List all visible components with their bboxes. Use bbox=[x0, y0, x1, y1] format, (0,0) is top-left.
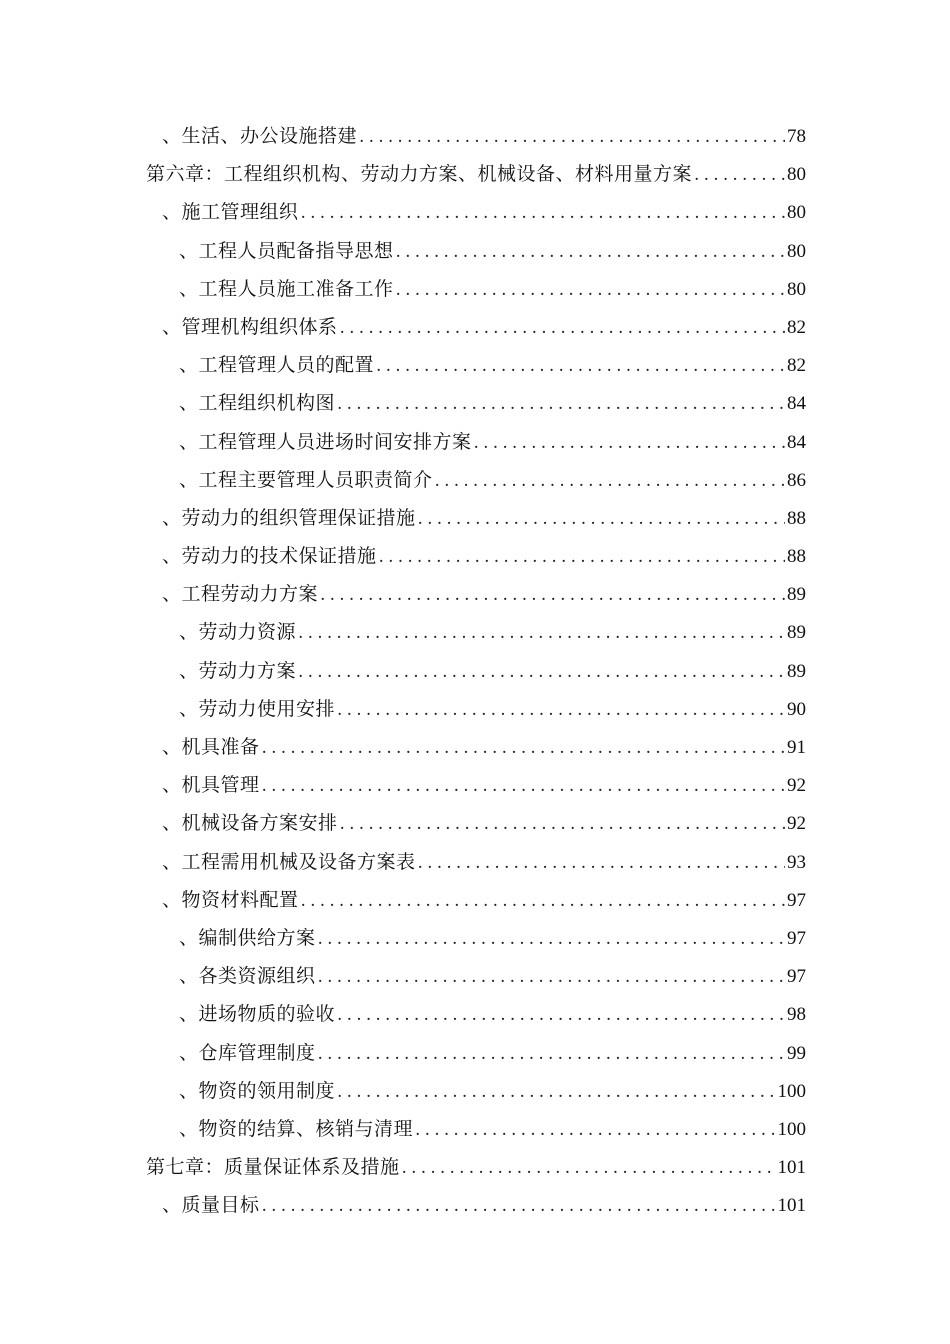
toc-page-number: 98 bbox=[787, 1004, 806, 1026]
toc-dot-leader bbox=[435, 462, 785, 499]
toc-entry-title: 、生活、办公设施搭建 bbox=[162, 125, 358, 147]
toc-dot-leader bbox=[262, 767, 785, 804]
toc-entry-title: 、仓库管理制度 bbox=[179, 1041, 316, 1064]
toc-page-number: 90 bbox=[787, 698, 806, 720]
toc-page-number: 99 bbox=[787, 1042, 806, 1064]
toc-dot-leader bbox=[318, 958, 785, 995]
toc-page-number: 80 bbox=[787, 202, 806, 224]
toc-page-number: 88 bbox=[787, 546, 806, 568]
toc-page-number: 97 bbox=[787, 966, 806, 988]
toc-page-number: 82 bbox=[787, 355, 806, 377]
toc-page-number: 80 bbox=[787, 278, 806, 300]
toc-dot-leader bbox=[318, 1035, 785, 1072]
toc-entry[interactable] bbox=[146, 804, 806, 842]
toc-page-number: 84 bbox=[787, 393, 806, 415]
toc-dot-leader bbox=[396, 233, 785, 270]
toc-entry-title: 、劳动力的组织管理保证措施 bbox=[162, 506, 416, 529]
toc-page-number: 89 bbox=[787, 622, 806, 644]
toc-page-number: 92 bbox=[787, 775, 806, 797]
toc-entry-title: 、工程人员施工准备工作 bbox=[179, 277, 394, 300]
toc-entry-title: 、进场物质的验收 bbox=[179, 1003, 336, 1026]
toc-entry-title: 、管理机构组织体系 bbox=[162, 315, 338, 338]
toc-page-number: 80 bbox=[787, 240, 806, 262]
toc-entry[interactable] bbox=[146, 537, 806, 575]
toc-dot-leader bbox=[396, 271, 785, 308]
toc-entry-title: 、劳动力使用安排 bbox=[179, 697, 336, 720]
toc-entry-title: 、工程劳动力方案 bbox=[162, 583, 319, 606]
toc-entry-title: 第六章：工程组织机构、劳动力方案、机械设备、材料用量方案 bbox=[146, 163, 693, 186]
toc-dot-leader bbox=[376, 347, 785, 384]
toc-page-number: 97 bbox=[787, 927, 806, 949]
toc-dot-leader bbox=[359, 118, 785, 155]
toc-entry[interactable] bbox=[146, 1034, 806, 1072]
toc-dot-leader bbox=[298, 653, 785, 690]
toc-entry[interactable] bbox=[146, 575, 806, 613]
toc-entry[interactable] bbox=[146, 690, 806, 728]
toc-entry[interactable] bbox=[146, 232, 806, 270]
toc-chapter-entry[interactable] bbox=[146, 1148, 806, 1186]
toc-dot-leader bbox=[298, 614, 785, 651]
toc-dot-leader bbox=[337, 1073, 775, 1110]
toc-entry[interactable] bbox=[146, 728, 806, 766]
toc-entry[interactable] bbox=[146, 308, 806, 346]
toc-entry-title: 、劳动力的技术保证措施 bbox=[162, 545, 377, 568]
toc-entry[interactable] bbox=[146, 881, 806, 919]
toc-entry[interactable] bbox=[146, 957, 806, 995]
toc-entry-title: 、工程管理人员的配置 bbox=[179, 354, 375, 377]
toc-entry-title: 、劳动力资源 bbox=[179, 621, 297, 644]
toc-entry-title: 第七章：质量保证体系及措施 bbox=[146, 1156, 400, 1179]
toc-page-number: 80 bbox=[787, 164, 806, 186]
toc-dot-leader bbox=[337, 385, 785, 422]
toc-page-number: 101 bbox=[777, 1157, 806, 1179]
toc-entry[interactable] bbox=[146, 423, 806, 461]
toc-entry-title: 、物资的结算、核销与清理 bbox=[179, 1117, 414, 1140]
toc-entry-title: 、工程人员配备指导思想 bbox=[179, 239, 394, 262]
toc-dot-leader bbox=[262, 1187, 776, 1224]
toc-page-number: 100 bbox=[777, 1080, 806, 1102]
toc-page-number: 100 bbox=[777, 1118, 806, 1140]
toc-entry[interactable] bbox=[146, 270, 806, 308]
toc-entry[interactable] bbox=[146, 117, 806, 155]
toc-dot-leader bbox=[694, 156, 785, 193]
toc-dot-leader bbox=[418, 844, 785, 881]
toc-page-number: 92 bbox=[787, 813, 806, 835]
toc-page-number: 101 bbox=[777, 1195, 806, 1217]
toc-entry[interactable] bbox=[146, 1072, 806, 1110]
toc-entry-title: 、质量目标 bbox=[162, 1194, 260, 1217]
toc-entry[interactable] bbox=[146, 1186, 806, 1224]
toc-entry-title: 、编制供给方案 bbox=[179, 926, 316, 949]
toc-entry[interactable] bbox=[146, 843, 806, 881]
toc-entry[interactable] bbox=[146, 1110, 806, 1148]
toc-dot-leader bbox=[340, 805, 785, 842]
toc-entry-title: 、物资的领用制度 bbox=[179, 1079, 336, 1102]
toc-dot-leader bbox=[318, 920, 785, 957]
toc-dot-leader bbox=[301, 882, 785, 919]
toc-entry-title: 、各类资源组织 bbox=[179, 965, 316, 988]
toc-entry[interactable] bbox=[146, 919, 806, 957]
toc-dot-leader bbox=[415, 1111, 775, 1148]
toc-page-number: 89 bbox=[787, 584, 806, 606]
toc-entry-title: 、施工管理组织 bbox=[162, 201, 299, 224]
toc-page-number: 78 bbox=[787, 126, 806, 147]
table-of-contents bbox=[146, 117, 806, 1224]
toc-page-number: 82 bbox=[787, 316, 806, 338]
toc-entry[interactable] bbox=[146, 461, 806, 499]
toc-entry-title: 、工程组织机构图 bbox=[179, 392, 336, 415]
toc-entry[interactable] bbox=[146, 346, 806, 384]
toc-dot-leader bbox=[337, 996, 785, 1033]
toc-page-number: 93 bbox=[787, 851, 806, 873]
toc-dot-leader bbox=[337, 691, 785, 728]
toc-entry-title: 、劳动力方案 bbox=[179, 659, 297, 682]
toc-dot-leader bbox=[301, 194, 785, 231]
toc-entry-title: 、物资材料配置 bbox=[162, 888, 299, 911]
toc-dot-leader bbox=[340, 309, 785, 346]
toc-entry-title: 、工程主要管理人员职责简介 bbox=[179, 468, 433, 491]
toc-entry-title: 、机械设备方案安排 bbox=[162, 812, 338, 835]
toc-entry-title: 、工程管理人员进场时间安排方案 bbox=[179, 430, 472, 453]
toc-page-number: 88 bbox=[787, 507, 806, 529]
toc-entry[interactable] bbox=[146, 193, 806, 231]
toc-dot-leader bbox=[379, 538, 785, 575]
toc-entry[interactable] bbox=[146, 766, 806, 804]
toc-entry[interactable] bbox=[146, 652, 806, 690]
toc-page-number: 86 bbox=[787, 469, 806, 491]
toc-entry-title: 、机具准备 bbox=[162, 736, 260, 758]
toc-page-number: 89 bbox=[787, 660, 806, 682]
toc-entry-title: 、机具管理 bbox=[162, 774, 260, 797]
toc-dot-leader bbox=[262, 729, 785, 766]
toc-chapter-entry[interactable] bbox=[146, 155, 806, 193]
toc-dot-leader bbox=[320, 576, 785, 613]
toc-entry[interactable] bbox=[146, 613, 806, 651]
toc-dot-leader bbox=[418, 500, 785, 537]
toc-entry-title: 、工程需用机械及设备方案表 bbox=[162, 850, 416, 873]
toc-entry[interactable] bbox=[146, 995, 806, 1033]
toc-page-number: 91 bbox=[787, 737, 806, 758]
toc-page-number: 84 bbox=[787, 431, 806, 453]
toc-page-number: 97 bbox=[787, 889, 806, 911]
toc-dot-leader bbox=[474, 424, 785, 461]
toc-dot-leader bbox=[402, 1149, 776, 1186]
toc-entry[interactable] bbox=[146, 499, 806, 537]
toc-entry[interactable] bbox=[146, 384, 806, 422]
